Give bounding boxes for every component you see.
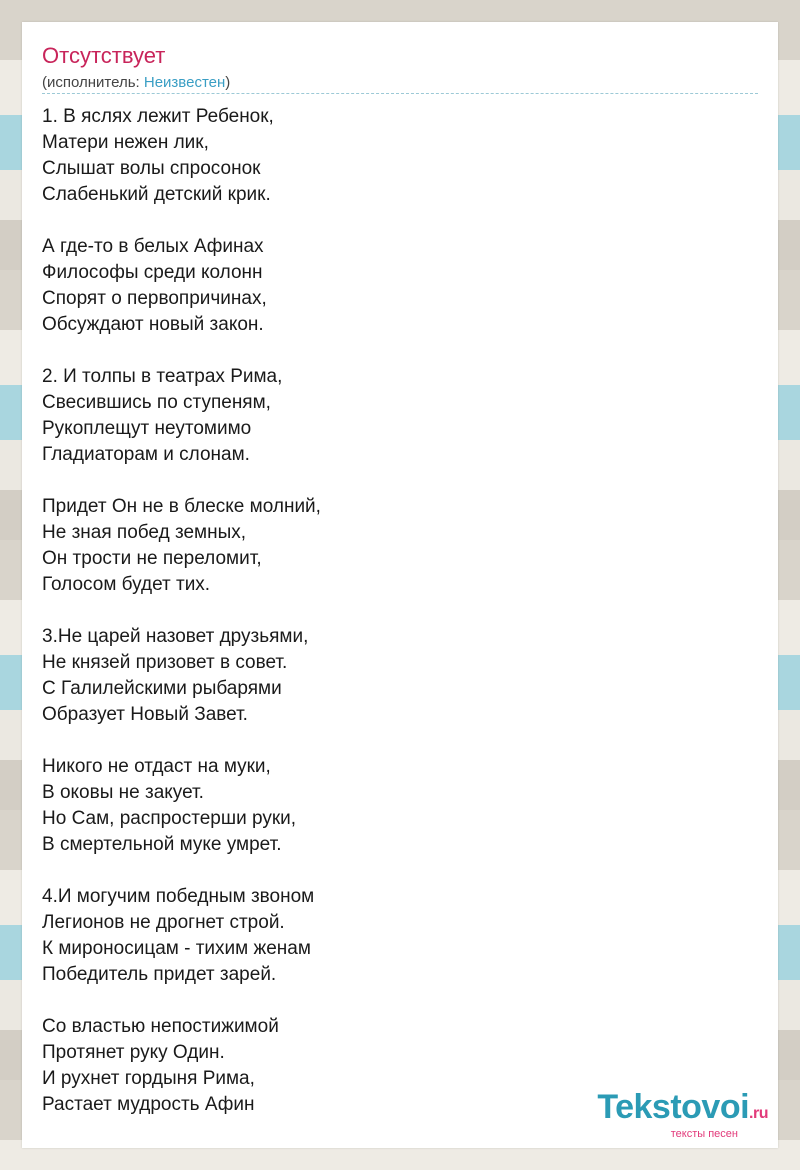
lyrics-line: Матери нежен лик, [42,132,209,153]
lyrics-line: Свесившись по ступеням, [42,392,271,413]
lyrics-line: Спорят о первопричинах, [42,288,267,309]
lyrics-line: Протянет руку Один. [42,1042,225,1063]
artist-link[interactable]: Неизвестен [143,74,226,91]
lyrics-line: Обсуждают новый закон. [42,314,264,335]
lyrics-line: В смертельной муке умрет. [42,834,282,855]
lyrics-stanza [42,624,321,728]
logo-tagline: тексты песен [670,1128,738,1140]
lyrics-line: Легионов не дрогнет строй. [42,912,285,933]
lyrics-line: Он трости не переломит, [42,548,262,569]
lyrics-line: Голосом будет тих. [42,574,211,595]
logo-tld: .ru [749,1105,768,1122]
lyrics-line: Победитель придет зарей. [42,964,277,985]
lyrics-line: А где-то в белых Афинах [42,236,264,257]
lyrics-line: Никого не отдаст на муки, [42,756,271,777]
lyrics-line: Слышат волы спросонок [42,158,261,179]
lyrics-line: И рухнет гордыня Рима, [42,1068,255,1089]
lyrics-line: Не князей призовет в совет. [42,652,288,673]
lyrics-line: Философы среди колонн [42,262,263,283]
lyrics-line: Растает мудрость Афин [42,1094,255,1115]
lyrics-line: Образует Новый Завет. [42,704,248,725]
lyrics-stanza [42,884,321,988]
lyrics-stanza [42,754,321,858]
lyrics-body [42,104,321,1144]
lyrics-line: 1. В яслях лежит Ребенок, [42,106,274,127]
lyrics-line: Гладиаторам и слонам. [42,444,250,465]
lyrics-stanza [42,104,321,208]
lyrics-stanza [42,1014,321,1118]
song-title: Отсутствует [42,43,166,68]
lyrics-line: Но Сам, распростерши руки, [42,808,297,829]
lyrics-line: 2. И толпы в театрах Рима, [42,366,283,387]
lyrics-line: Придет Он не в блеске молний, [42,496,321,517]
title-divider [42,93,758,94]
lyrics-line: 4.И могучим победным звоном [42,886,315,907]
lyrics-line: Не зная побед земных, [42,522,246,543]
meta-prefix: (исполнитель: [42,74,144,91]
song-meta [42,73,230,93]
lyrics-stanza [42,364,321,468]
lyrics-stanza [42,234,321,338]
logo-name: Tekstovoi [597,1088,750,1126]
lyrics-card [22,22,778,1148]
lyrics-stanza [42,494,321,598]
site-logo[interactable] [597,1089,768,1140]
logo-wordmark [597,1089,768,1132]
lyrics-line: Слабенький детский крик. [42,184,271,205]
lyrics-line: В оковы не закует. [42,782,204,803]
meta-suffix: ) [225,74,231,91]
lyrics-line: К мироносицам - тихим женам [42,938,311,959]
lyrics-line: Со властью непостижимой [42,1016,279,1037]
lyrics-line: С Галилейскими рыбарями [42,678,282,699]
lyrics-line: Рукоплещут неутомимо [42,418,252,439]
lyrics-line: 3.Не царей назовет друзьями, [42,626,309,647]
